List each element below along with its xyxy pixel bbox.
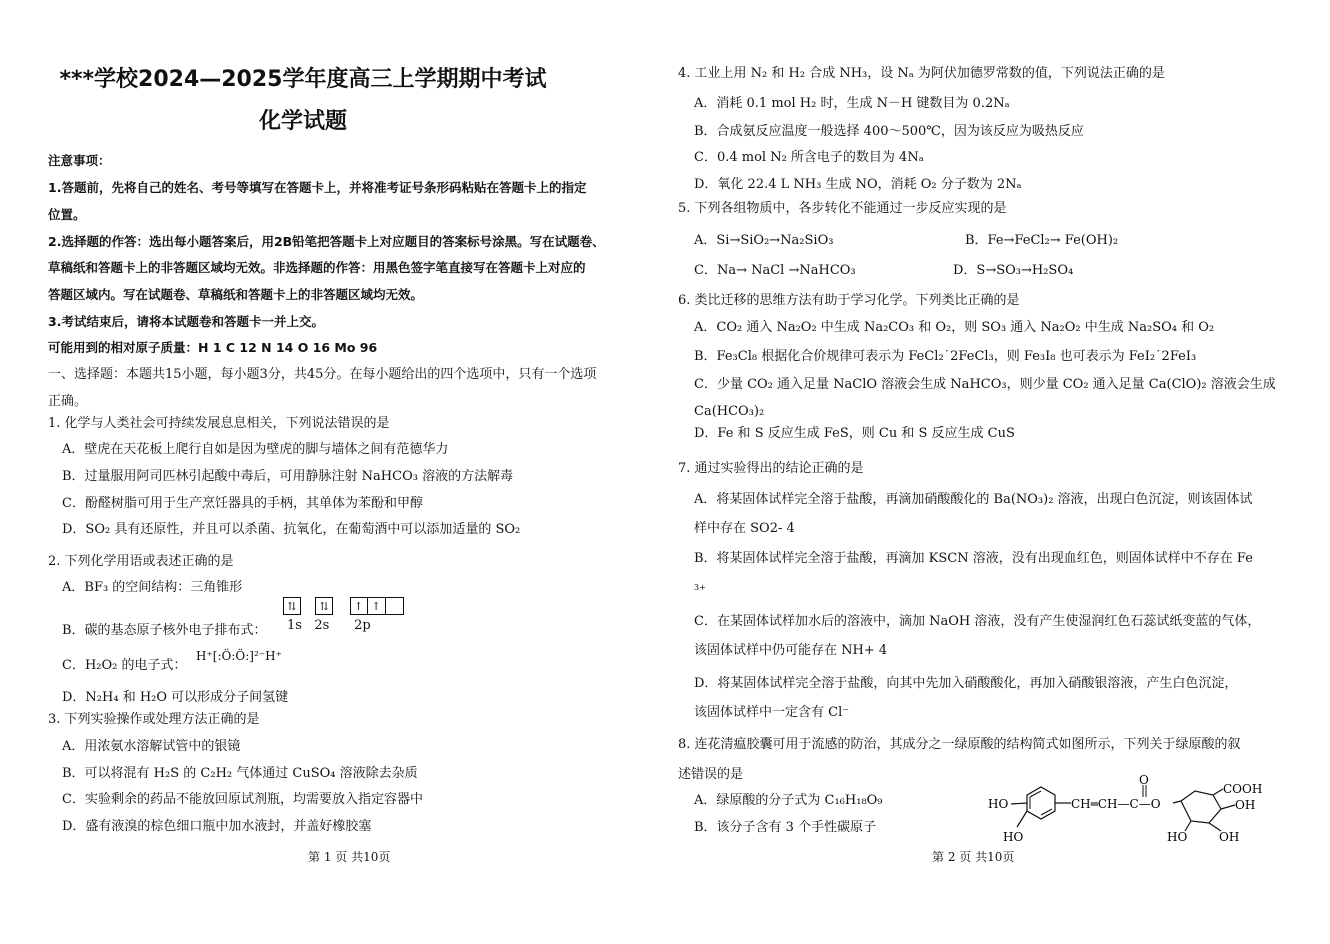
orbital-2p-box: [386, 597, 404, 615]
q7-option-d-cont: 该固体试样中一定含有 Cl⁻: [694, 705, 850, 720]
q8-stem-cont: 述错误的是: [678, 767, 744, 782]
q1-option-d: D．SO₂ 具有还原性，并且可以杀菌、抗氧化，在葡萄酒中可以添加适量的 SO₂: [62, 522, 521, 537]
q7-option-a: A．将某固体试样完全溶于盐酸，再滴加硝酸酸化的 Ba(NO₃)₂ 溶液，出现白色沉淀，则该固体试: [694, 492, 1253, 507]
q3-option-b: B．可以将混有 H₂S 的 C₂H₂ 气体通过 CuSO₄ 溶液除去杂质: [62, 766, 418, 781]
q2-option-d: D．N₂H₄ 和 H₂O 可以形成分子间氢键: [62, 690, 289, 705]
q6-option-a: A．CO₂ 通入 Na₂O₂ 中生成 Na₂CO₃ 和 O₂，则 SO₃ 通入 Na₂O₂ 中生成 Na₂SO₄ 和 O₂: [694, 320, 1215, 335]
chlorogenic-acid-structure: [985, 773, 1275, 845]
q5-option-b: B．Fe→FeCl₂→ Fe(OH)₂: [965, 233, 1119, 248]
q2-stem: 2. 下列化学用语或表述正确的是: [48, 554, 234, 569]
q5-option-c: C．Na→ NaCl →NaHCO₃: [694, 263, 856, 278]
q4-option-c: C．0.4 mol N₂ 所含电子的数目为 4Nₐ: [694, 150, 924, 165]
orbital-2s-box: ⇅: [315, 597, 333, 615]
mol-label-cooh: COOH: [1223, 782, 1263, 796]
orbital-labels: 1s 2s 2p: [287, 618, 371, 633]
mol-label-oh: OH: [1235, 798, 1256, 812]
q4-option-a: A．消耗 0.1 mol H₂ 时，生成 N－H 键数目为 0.2Nₐ: [694, 96, 1010, 111]
notice-line: 答题区域内。写在试题卷、草稿纸和答题卡上的非答题区域均无效。: [48, 287, 424, 302]
q5-option-a: A．Si→SiO₂→Na₂SiO₃: [694, 233, 834, 248]
q1-option-a: A．壁虎在天花板上爬行自如是因为壁虎的脚与墙体之间有范德华力: [62, 442, 449, 457]
section-heading: 一、选择题：本题共15小题，每小题3分，共45分。在每小题给出的四个选项中，只有一个选项: [48, 367, 597, 382]
mol-label-ho: HO: [1167, 830, 1188, 844]
mol-label-ho: HO: [988, 797, 1009, 811]
q7-option-b: B．将某固体试样完全溶于盐酸，再滴加 KSCN 溶液，没有出现血红色，则固体试样中不存在 Fe: [694, 551, 1253, 566]
q4-option-d: D．氧化 22.4 L NH₃ 生成 NO，消耗 O₂ 分子数为 2Nₐ: [694, 177, 1022, 192]
q1-option-b: B．过量服用阿司匹林引起酸中毒后，可用静脉注射 NaHCO₃ 溶液的方法解毒: [62, 469, 514, 484]
section-heading: 正确。: [48, 394, 88, 409]
q6-option-c-cont: Ca(HCO₃)₂: [694, 404, 765, 419]
q6-option-c: C．少量 CO₂ 通入足量 NaClO 溶液会生成 NaHCO₃，则少量 CO₂ 通入足量 Ca(ClO)₂ 溶液会生成: [694, 377, 1276, 392]
q2-option-c: C．H₂O₂ 的电子式：: [62, 658, 187, 673]
notice-line: 1.答题前，先将自己的姓名、考号等填写在答题卡上，并将准考证号条形码粘贴在答题卡上的指定: [48, 180, 587, 195]
mol-label-ho: HO: [1003, 830, 1024, 844]
q6-option-d: D．Fe 和 S 反应生成 FeS，则 Cu 和 S 反应生成 CuS: [694, 426, 1015, 441]
q5-stem: 5. 下列各组物质中，各步转化不能通过一步反应实现的是: [678, 201, 1007, 216]
q8-stem: 8. 连花清瘟胶囊可用于流感的防治，其成分之一绿原酸的结构简式如图所示，下列关于绿原酸的叙: [678, 737, 1241, 752]
q7-option-b-cont: 3+: [694, 583, 706, 592]
orbital-diagram: [283, 597, 404, 617]
notice-line: 位置。: [48, 207, 86, 222]
orbital-2p-box: ↑: [350, 597, 368, 615]
q7-option-a-cont: 样中存在 SO2- 4: [694, 521, 795, 536]
page-footer-left: 第 1 页 共10页: [308, 850, 391, 864]
mol-label-oh: OH: [1219, 830, 1240, 844]
q3-stem: 3. 下列实验操作或处理方法正确的是: [48, 712, 260, 727]
q7-option-c-cont: 该固体试样中仍可能存在 NH+ 4: [694, 643, 888, 658]
exam-title: ***学校2024—2025学年度高三上学期期中考试: [59, 67, 547, 92]
q3-option-d: D．盛有液溴的棕色细口瓶中加水液封，并盖好橡胶塞: [62, 819, 372, 834]
q7-stem: 7. 通过实验得出的结论正确的是: [678, 461, 864, 476]
q3-option-a: A．用浓氨水溶解试管中的银镜: [62, 739, 241, 754]
page-footer-right: 第 2 页 共10页: [932, 850, 1015, 864]
notice-line: 3.考试结束后，请将本试题卷和答题卡一并上交。: [48, 314, 324, 329]
q4-stem: 4. 工业上用 N₂ 和 H₂ 合成 NH₃，设 Nₐ 为阿伏加德罗常数的值，下列说法正确的是: [678, 66, 1165, 81]
electron-formula: H⁺[:Ö:Ö:]²⁻H⁺: [196, 649, 282, 663]
q8-option-a: A．绿原酸的分子式为 C₁₆H₁₈O₉: [694, 793, 883, 808]
notice-line: 2.选择题的作答：选出每小题答案后，用2B铅笔把答题卡上对应题目的答案标号涂黑。写在试题卷、: [48, 234, 605, 249]
notice-heading: 注意事项：: [48, 153, 111, 168]
mol-label-o: O: [1139, 773, 1149, 787]
q4-option-b: B．合成氨反应温度一般选择 400～500℃，因为该反应为吸热反应: [694, 124, 1084, 139]
q1-stem: 1. 化学与人类社会可持续发展息息相关，下列说法错误的是: [48, 416, 390, 431]
q3-option-c: C．实验剩余的药品不能放回原试剂瓶，均需要放入指定容器中: [62, 792, 423, 807]
orbital-1s-box: ⇅: [283, 597, 301, 615]
q7-option-c: C．在某固体试样加水后的溶液中，滴加 NaOH 溶液，没有产生使湿润红色石蕊试纸变蓝的气体，: [694, 614, 1261, 629]
q5-option-d: D．S→SO₃→H₂SO₄: [953, 263, 1074, 278]
q8-option-b: B．该分子含有 3 个手性碳原子: [694, 820, 877, 835]
notice-line: 草稿纸和答题卡上的非答题区域均无效。非选择题的作答：用黑色签字笔直接写在答题卡上对应的: [48, 260, 586, 275]
q2-option-a: A．BF₃ 的空间结构：三角锥形: [62, 580, 243, 595]
q6-option-b: B．Fe₃Cl₈ 根据化合价规律可表示为 FeCl₂˙2FeCl₃，则 Fe₃I₈ 也可表示为 FeI₂˙2FeI₃: [694, 349, 1197, 364]
q2-option-b: B．碳的基态原子核外电子排布式：: [62, 623, 267, 638]
atomic-mass-line: 可能用到的相对原子质量：H 1 C 12 N 14 O 16 Mo 96: [48, 340, 378, 355]
orbital-2p-box: ↑: [368, 597, 386, 615]
exam-subtitle: 化学试题: [258, 109, 347, 134]
q6-stem: 6. 类比迁移的思维方法有助于学习化学。下列类比正确的是: [678, 293, 1020, 308]
q1-option-c: C．酚醛树脂可用于生产烹饪器具的手柄，其单体为苯酚和甲醇: [62, 496, 423, 511]
q7-option-d: D．将某固体试样完全溶于盐酸，向其中先加入硝酸酸化，再加入硝酸银溶液，产生白色沉淀，: [694, 676, 1238, 691]
mol-label-chain: CH═CH—C—O: [1071, 797, 1161, 811]
